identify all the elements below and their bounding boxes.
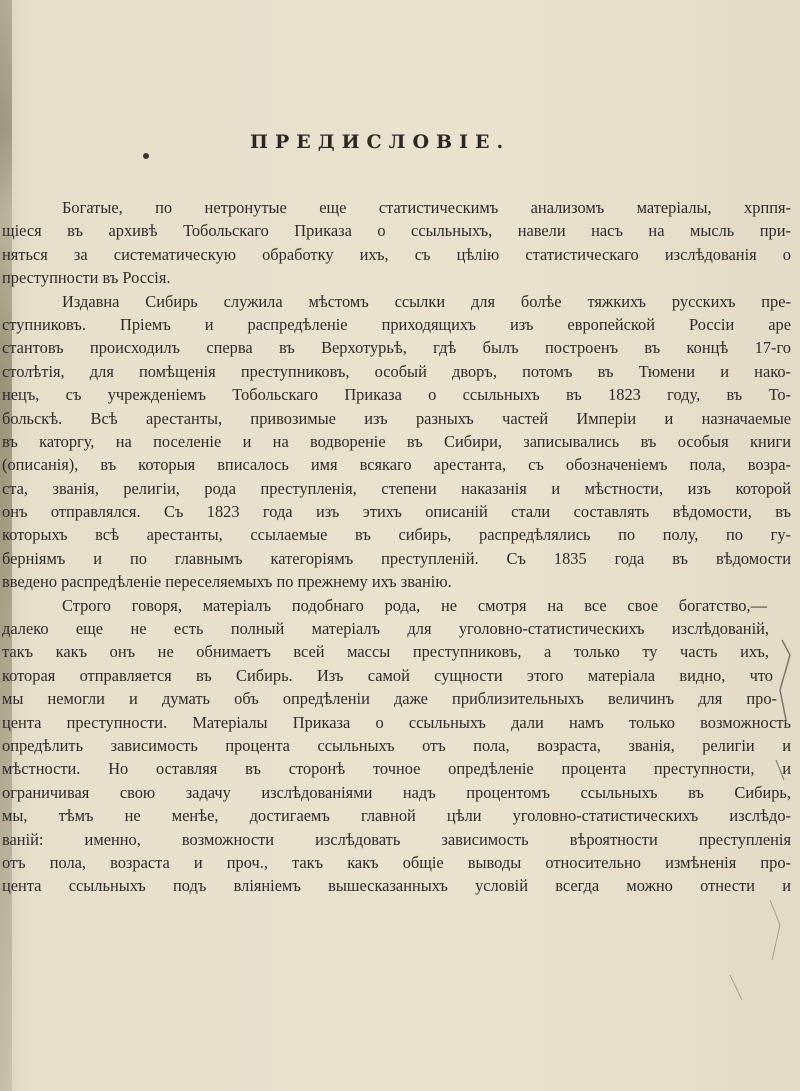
text-line: больскѣ. Всѣ арестанты, привозимые изъ разныхъ частей Имперіи и назначаемые — [2, 408, 791, 428]
text-line: (описанія), въ которыя вписалось имя всякаго арестанта, съ обозначеніемъ пола, возра- — [2, 455, 791, 475]
text-line: Издавна Сибирь служила мѣстомъ ссылки для болѣе тяжкихъ русскихъ пре- — [62, 291, 791, 311]
text-line: Богатые, по нетронутые еще статистическимъ анализомъ матеріалы, хрппя- — [62, 198, 791, 217]
text-line: мѣстности. Но оставляя въ сторонѣ точное опредѣленіе процента преступности, и — [2, 759, 791, 779]
text-line: нецъ, съ учрежденіемъ Тобольскаго Приказа о ссыльныхъ въ 1823 году, въ То- — [2, 385, 791, 405]
text-line: преступности въ Россія. — [2, 268, 171, 288]
text-line: няться за систематическую обработку ихъ, съ цѣлію статистическаго изслѣдованія о — [2, 244, 791, 264]
text-line: Строго говоря, матеріалъ подобнаго рода, не смотря на все свое богатство,— — [62, 595, 767, 615]
text-line: онъ отправлялся. Съ 1823 года изъ этихъ описаній стали составлять вѣдомости, въ — [2, 502, 791, 522]
text-line: мы немогли и думать объ опредѣленіи даже приблизительныхъ величинъ для про- — [2, 689, 777, 709]
text-line: которая отправляется въ Сибирь. Изъ самой сущности этого матеріала видно, что — [2, 665, 773, 685]
body-text — [2, 196, 791, 898]
ink-dot — [143, 153, 149, 159]
text-line: мы, тѣмъ не менѣе, достигаемъ главной цѣли уголовно-статистическихъ изслѣдо- — [2, 806, 791, 826]
text-line: столѣтія, для помѣщенія преступниковъ, особый дворъ, потомъ въ Тюмени и нако- — [2, 361, 791, 381]
text-line: стантовъ происходилъ сперва въ Верхотурьѣ, гдѣ былъ построенъ въ концѣ 17-го — [2, 338, 791, 358]
text-line: такъ какъ онъ не обнимаетъ всей массы преступниковъ, а только ту часть ихъ, — [2, 642, 769, 662]
text-line: ста, званія, религіи, рода преступленія, степени наказанія и мѣстности, изъ которой — [2, 478, 791, 498]
text-line: введено распредѣленіе переселяемыхъ по прежнему ихъ званію. — [2, 572, 452, 592]
text-line: опредѣлить зависимость процента ссыльныхъ отъ пола, возраста, званія, религіи и — [2, 735, 791, 755]
text-line: цента ссыльныхъ подъ вліяніемъ вышесказанныхъ условій всегда можно отнести и — [2, 876, 791, 896]
text-line: щіеся въ архивѣ Тобольскаго Приказа о ссыльныхъ, навели насъ на мысль при- — [2, 221, 791, 241]
text-line: въ каторгу, на поселеніе и на водвореніе въ Сибири, записывались въ особыя книги — [2, 431, 791, 451]
text-line: ваній: именно, возможности изслѣдовать зависимость вѣроятности преступленія — [2, 829, 791, 849]
text-line: цента преступности. Матеріалы Приказа о ссыльныхъ дали намъ только возможность — [2, 712, 791, 732]
page-title: ПРЕДИСЛОВІЕ. — [250, 131, 511, 153]
text-line: берніямъ и по главнымъ категоріямъ преступленій. Съ 1835 года въ вѣдомости — [2, 548, 791, 568]
text-line: которыхъ всѣ арестанты, ссылаемые въ сибирь, распредѣлялись по полу, по гу- — [2, 525, 791, 545]
text-line: ступниковъ. Пріемъ и распредѣленіе приходящихъ изъ европейской Россіи аре — [2, 314, 791, 334]
text-line: ограничивая свою задачу изслѣдованіями надъ процентомъ ссыльныхъ въ Сибирь, — [2, 782, 791, 802]
text-line: отъ пола, возраста и проч., такъ какъ общіе выводы относительно измѣненія про- — [2, 852, 791, 872]
text-line: далеко еще не есть полный матеріалъ для уголовно-статистическихъ изслѣдованій, — [2, 619, 769, 639]
